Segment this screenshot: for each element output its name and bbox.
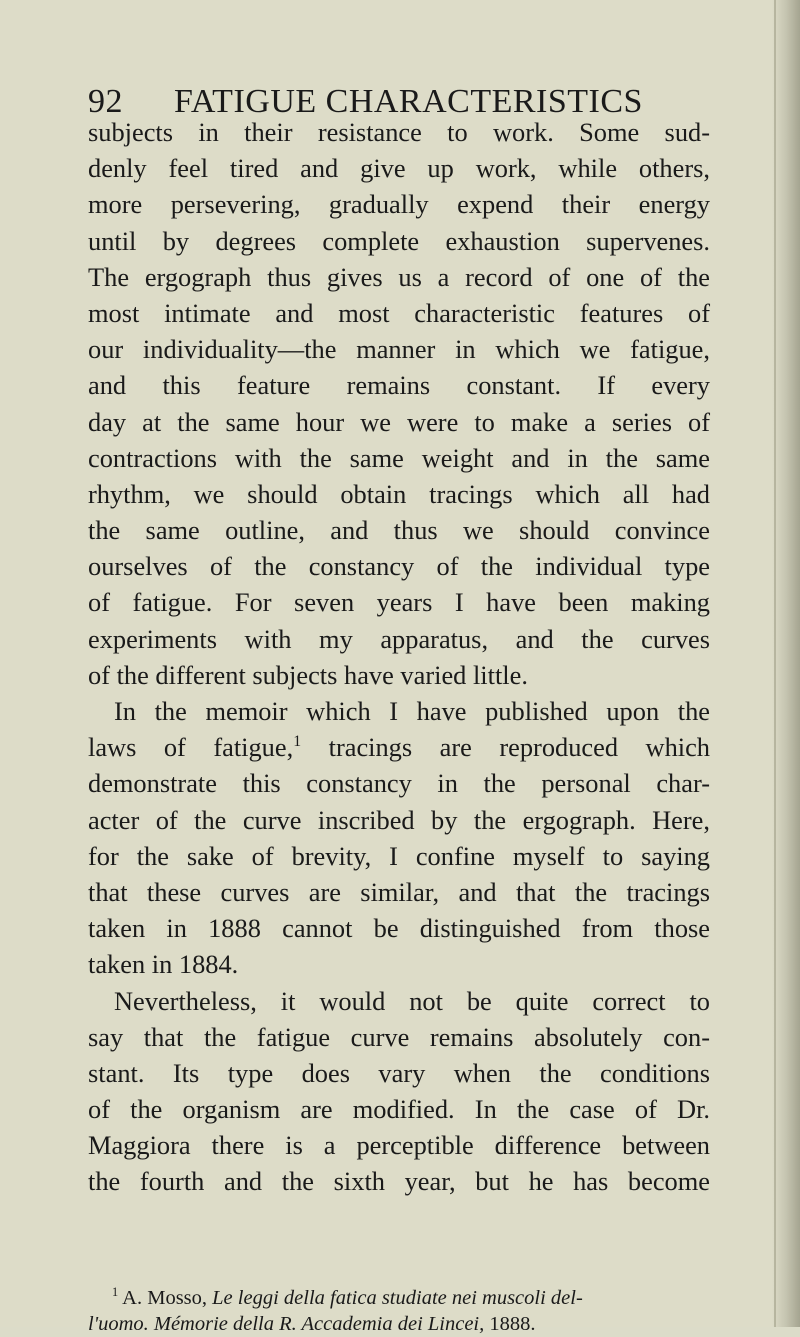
text-line: say that the fatigue curve remains absolutely con-	[88, 1021, 710, 1052]
text-line: of fatigue. For seven years I have been making	[88, 587, 710, 618]
text-line: and this feature remains constant. If every	[88, 370, 710, 401]
text-line: the fourth and the sixth year, but he has become	[88, 1166, 710, 1197]
text-line: stant. Its type does vary when the conditions	[88, 1057, 710, 1088]
text-line: demonstrate this constancy in the personal char-	[88, 768, 710, 799]
text-line: contractions with the same weight and in the same	[88, 442, 710, 473]
text-line: In the memoir which I have published upon the	[114, 696, 710, 726]
text-line: of the different subjects have varied little.	[88, 659, 528, 690]
text-line: taken in 1884.	[88, 949, 239, 980]
text-line: most intimate and most characteristic features of	[88, 297, 710, 328]
text-line: for the sake of brevity, I confine myself to saying	[88, 840, 710, 871]
text-line: day at the same hour we were to make a series of	[88, 406, 710, 437]
text-line: of the organism are modified. In the case of Dr.	[88, 1094, 710, 1125]
text-line: rhythm, we should obtain tracings which all had	[88, 478, 710, 509]
text-line: experiments with my apparatus, and the curves	[88, 623, 710, 654]
footnote-line-1	[88, 1285, 710, 1311]
text-line: subjects in their resistance to work. Some sud-	[88, 117, 710, 147]
body-text	[88, 114, 710, 1200]
footnote-line-2	[88, 1311, 710, 1337]
text-line: more persevering, gradually expend their energy	[88, 189, 710, 220]
text-line: our individuality—the manner in which we fatigue,	[88, 334, 710, 365]
footnote-author: A. Mosso,	[122, 1287, 208, 1309]
text-line: The ergograph thus gives us a record of one of the	[88, 261, 710, 292]
page-number: 92	[88, 83, 123, 120]
text-line: acter of the curve inscribed by the ergograph. Here,	[88, 804, 710, 835]
text-line: ourselves of the constancy of the individual type	[88, 551, 710, 582]
text-line: until by degrees complete exhaustion supervenes.	[88, 225, 710, 256]
text-line: Maggiora there is a perceptible difference between	[88, 1130, 710, 1161]
text-line: denly feel tired and give up work, while others,	[88, 153, 710, 184]
footnote-reference: 1	[293, 733, 302, 751]
footnote-title-part1: Le leggi della fatica studiate nei muscoli del-	[212, 1287, 583, 1309]
text-line: Nevertheless, it would not be quite correct to	[114, 985, 710, 1016]
footnote-marker: 1	[112, 1285, 119, 1300]
text-line: the same outline, and thus we should convince	[88, 515, 710, 546]
footnote-title-part2: l'uomo. Mémorie della R. Accademia dei Lincei,	[88, 1313, 485, 1335]
footnote-year: 1888.	[489, 1313, 536, 1335]
page-edge-shadow	[772, 0, 800, 1327]
footnote	[88, 1285, 710, 1337]
text-line: that these curves are similar, and that the tracings	[88, 876, 710, 907]
text-line: laws of fatigue,$^1$ tracings are reproduced which	[88, 732, 711, 763]
text-line: taken in 1888 cannot be distinguished from those	[88, 913, 710, 944]
running-title: FATIGUE CHARACTERISTICS	[174, 83, 643, 120]
